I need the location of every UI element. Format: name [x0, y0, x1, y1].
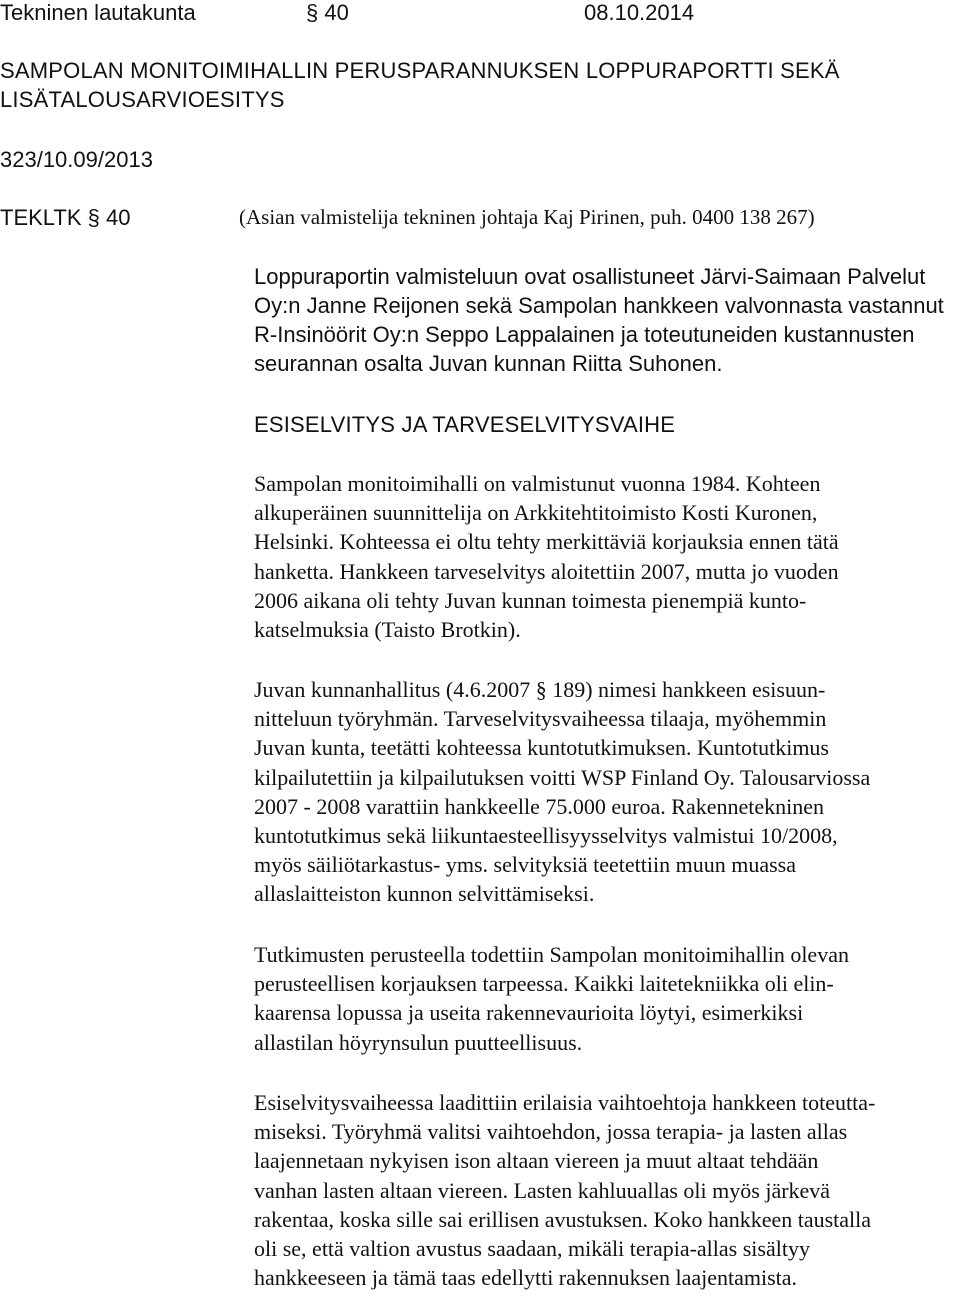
paragraph-line: nitteluun työryhmän. Tarveselvitysvaiheessa tilaaja, myöhemmin: [254, 706, 827, 732]
reference-number: 323/10.09/2013: [0, 147, 153, 172]
paragraph-line: Juvan kunta, teetätti kohteessa kuntotutkimuksen. Kuntotutkimus: [254, 735, 829, 761]
paragraph-line: Oy:n Janne Reijonen sekä Sampolan hankkeen valvonnasta vastannut: [254, 293, 944, 318]
paragraph-line: kilpailutettiin ja kilpailutuksen voitti WSP Finland Oy. Talousarviossa: [254, 764, 871, 790]
paragraph-line: hanketta. Hankkeen tarveselvitys aloitettiin 2007, mutta jo vuoden: [254, 558, 839, 584]
paragraph-line: Tutkimusten perusteella todettiin Sampolan monitoimihallin olevan: [254, 942, 849, 967]
paragraph-line: oli se, että valtion avustus saadaan, mikäli terapia-allas sisältyy: [254, 1236, 810, 1262]
paragraph-line: seurannan osalta Juvan kunnan Riitta Suhonen.: [254, 351, 723, 376]
header-section-number: § 40: [306, 0, 349, 25]
paragraph-line: 2006 aikana oli tehty Juvan kunnan toimesta pienempiä kunto-: [254, 587, 807, 613]
paragraph-line: perusteellisen korjauksen tarpeessa. Kaikki laitetekniikka oli elin-: [254, 971, 834, 997]
paragraph-1: [254, 262, 960, 378]
paragraph-3: [254, 675, 960, 909]
paragraph-line: vanhan lasten altaan viereen. Lasten kahluuallas oli myös järkevä: [254, 1177, 831, 1203]
subheading-esiselvitys: ESISELVITYS JA TARVESELVITYSVAIHE: [254, 412, 676, 437]
paragraph-line: 2007 - 2008 varattiin hankkeelle 75.000 euroa. Rakennetekninen: [254, 793, 824, 819]
paragraph-5: [254, 1088, 960, 1292]
paragraph-line: R-Insinöörit Oy:n Seppo Lappalainen ja toteutuneiden kustannusten: [254, 322, 915, 347]
header-committee: Tekninen lautakunta: [0, 0, 196, 25]
paragraph-line: Helsinki. Kohteessa ei oltu tehty merkittäviä korjauksia ennen tätä: [254, 529, 839, 555]
paragraph-line: allastilan höyrynsulun puutteellisuus.: [254, 1029, 583, 1055]
paragraph-line: Juvan kunnanhallitus (4.6.2007 § 189) nimesi hankkeen esisuun-: [254, 677, 826, 702]
paragraph-line: alkuperäinen suunnittelija on Arkkitehtitoimisto Kosti Kuronen,: [254, 500, 818, 526]
paragraph-2: [254, 469, 960, 644]
paragraph-line: hankkeeseen ja tämä taas edellytti rakennuksen laajentamista.: [254, 1265, 798, 1291]
paragraph-line: kaarensa lopussa ja useita rakennevaurioita löytyi, esimerkiksi: [254, 1000, 804, 1026]
paragraph-line: katselmuksia (Taisto Brotkin).: [254, 617, 521, 643]
paragraph-line: Loppuraportin valmisteluun ovat osallistuneet Järvi-Saimaan Palvelut: [254, 264, 926, 289]
paragraph-line: Esiselvitysvaiheessa laadittiin erilaisia vaihtoehtoja hankkeen toteutta-: [254, 1090, 876, 1115]
paragraph-4: [254, 940, 960, 1057]
document-title-line-2: LISÄTALOUSARVIOESITYS: [0, 87, 285, 112]
document-title-line-1: SAMPOLAN MONITOIMIHALLIN PERUSPARANNUKSEN LOPPURAPORTTI SEKÄ: [0, 58, 840, 83]
paragraph-line: Sampolan monitoimihalli on valmistunut vuonna 1984. Kohteen: [254, 471, 821, 496]
paragraph-line: laajennetaan nykyisen ison altaan viereen ja muut altaat tehdään: [254, 1148, 819, 1174]
paragraph-line: rakentaa, koska sille sai erillisen avustuksen. Koko hankkeen taustalla: [254, 1206, 872, 1232]
header-date: 08.10.2014: [584, 0, 695, 25]
section-label: TEKLTK § 40: [0, 205, 131, 230]
paragraph-line: allaslaitteiston kunnon selvittämiseksi.: [254, 881, 595, 907]
paragraph-line: kuntotutkimus sekä liikuntaesteellisyysselvitys valmistui 10/2008,: [254, 823, 838, 849]
paragraph-line: myös säiliötarkastus- yms. selvityksiä teetettiin muun muassa: [254, 852, 796, 878]
preparer-note: (Asian valmistelija tekninen johtaja Kaj Pirinen, puh. 0400 138 267): [239, 205, 815, 229]
paragraph-line: miseksi. Työryhmä valitsi vaihtoehdon, jossa terapia- ja lasten allas: [254, 1119, 848, 1145]
